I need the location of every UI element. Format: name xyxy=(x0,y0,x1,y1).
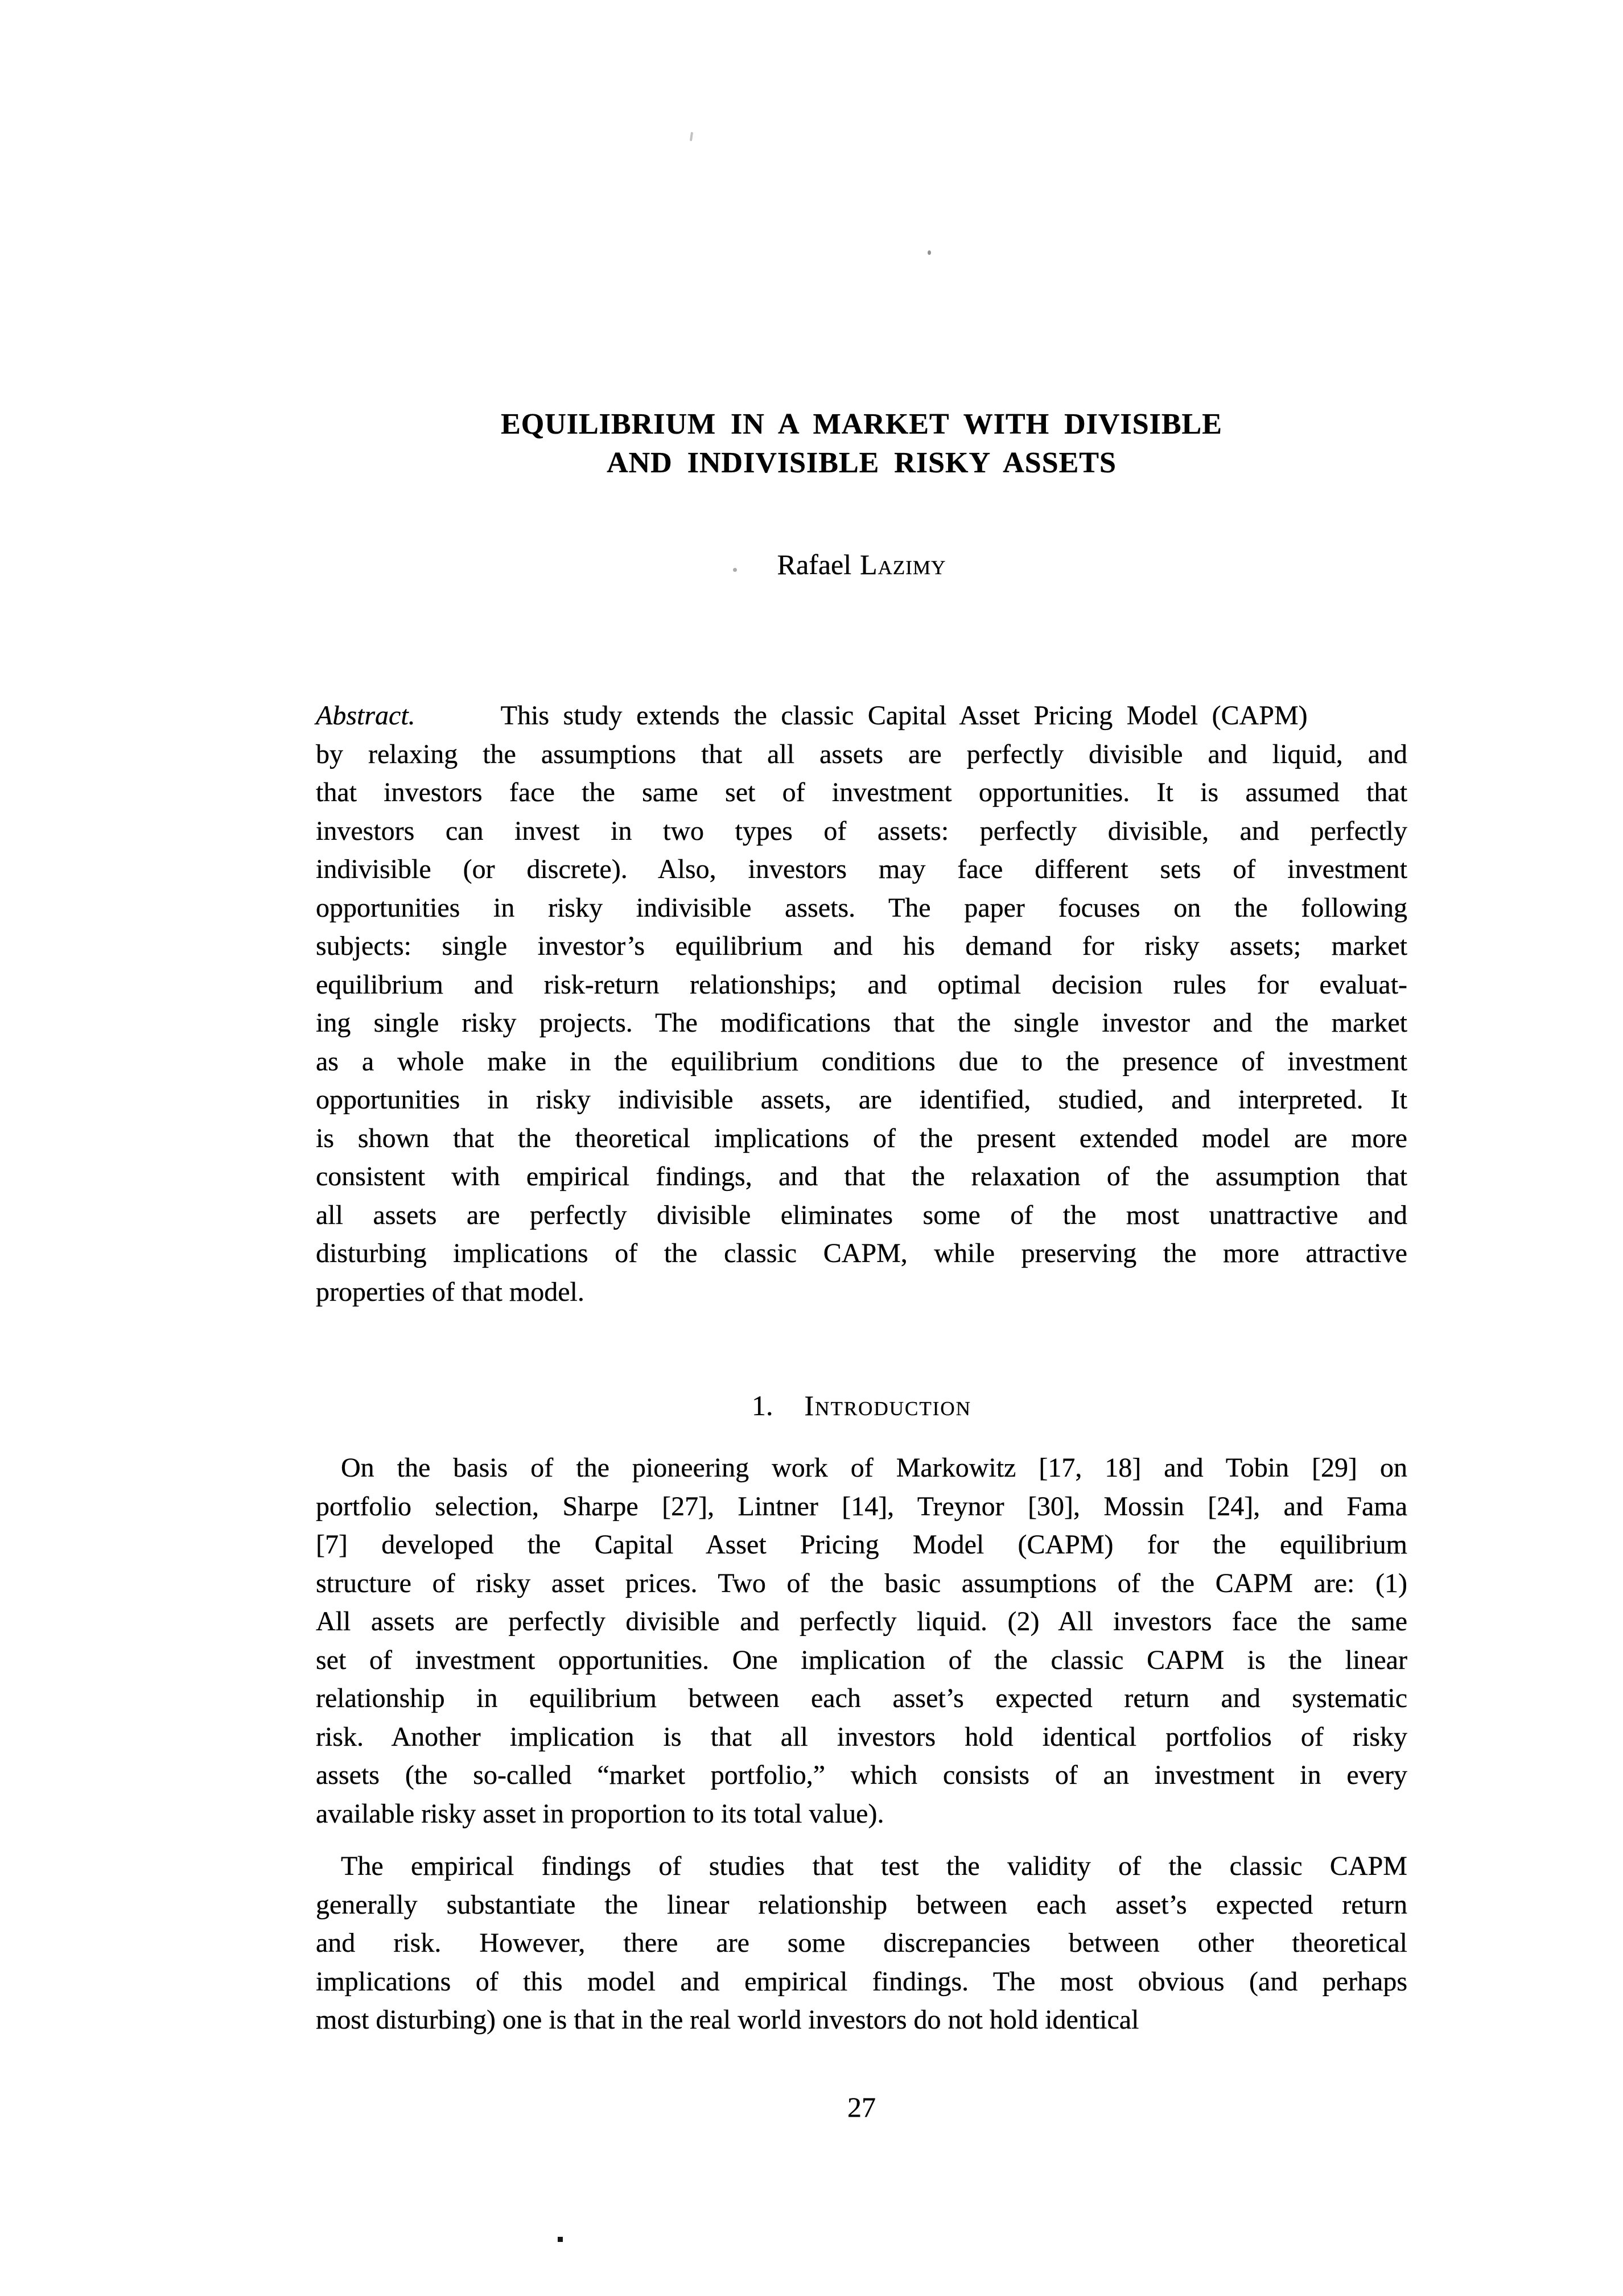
text-line: [7] developed the Capital Asset Pricing Model (CAPM) for the equilibrium xyxy=(316,1530,1407,1560)
text-line: most disturbing) one is that in the real world investors do not hold identical xyxy=(316,2005,1139,2035)
section-title: Introduction xyxy=(804,1390,971,1421)
text-line: risk. Another implication is that all investors hold identical portfolios of risky xyxy=(316,1721,1407,1752)
text-line: The empirical findings of studies that test the validity of the classic CAPM xyxy=(341,1851,1407,1881)
text-line: that investors face the same set of investment opportunities. It is assumed that xyxy=(316,777,1408,807)
paper-title-line-1: EQUILIBRIUM IN A MARKET WITH DIVISIBLE xyxy=(501,408,1222,440)
text-line: indivisible (or discrete). Also, investors may face different sets of investment xyxy=(316,854,1407,884)
text-line: subjects: single investor’s equilibrium and his demand for risky assets; market xyxy=(316,931,1407,961)
text-line: consistent with empirical findings, and that the relaxation of the assumption that xyxy=(316,1161,1407,1192)
text-line: investors can invest in two types of assets: perfectly divisible, and perfectly xyxy=(316,815,1408,846)
scan-artifact-dot xyxy=(690,132,693,141)
page-number: 27 xyxy=(847,2091,876,2123)
scan-artifact-dot xyxy=(928,250,931,255)
text-line: available risky asset in proportion to its total value). xyxy=(316,1798,884,1829)
author-byline xyxy=(316,547,1407,582)
abstract-first-line-text: This study extends the classic Capital Asset Pricing Model (CAPM) xyxy=(500,700,1308,731)
text-line: opportunities in risky indivisible assets. The paper focuses on the following xyxy=(316,892,1407,923)
text-line: as a whole make in the equilibrium conditions due to the presence of investment xyxy=(316,1046,1407,1077)
text-line: relationship in equilibrium between each asset’s expected return and systematic xyxy=(316,1683,1408,1713)
text-line: and risk. However, there are some discrepancies between other theoretical xyxy=(316,1928,1407,1958)
text-line: portfolio selection, Sharpe [27], Lintner [14], Treynor [30], Mossin [24], and Fama xyxy=(316,1491,1408,1522)
text-line: On the basis of the pioneering work of Markowitz [17, 18] and Tobin [29] on xyxy=(341,1453,1407,1483)
text-line: opportunities in risky indivisible assets, are identified, studied, and interpreted. It xyxy=(316,1085,1407,1115)
text-line: ing single risky projects. The modifications that the single investor and the market xyxy=(316,1008,1408,1038)
introduction-paragraph-1 xyxy=(316,1449,1407,1833)
text-line: All assets are perfectly divisible and perfectly liquid. (2) All investors face the same xyxy=(316,1606,1408,1637)
paper-title xyxy=(316,405,1407,483)
text-line: disturbing implications of the classic CAPM, while preserving the more attractive xyxy=(316,1238,1407,1268)
text-line: assets (the so-called “market portfolio,” which consists of an investment in every xyxy=(316,1760,1408,1790)
text-line: by relaxing the assumptions that all assets are perfectly divisible and liquid, and xyxy=(316,739,1408,769)
text-line: implications of this model and empirical findings. The most obvious (and perhaps xyxy=(316,1966,1408,1997)
text-line: equilibrium and risk-return relationships; and optimal decision rules for evaluat- xyxy=(316,969,1408,1000)
scan-artifact-dot xyxy=(558,2237,563,2242)
paper-title-line-2: AND INDIVISIBLE RISKY ASSETS xyxy=(607,447,1117,479)
text-line: set of investment opportunities. One implication of the classic CAPM is the linear xyxy=(316,1644,1407,1675)
abstract-block xyxy=(316,696,1407,1311)
text-line: properties of that model. xyxy=(316,1276,584,1307)
text-line: generally substantiate the linear relationship between each asset’s expected return xyxy=(316,1889,1408,1920)
introduction-paragraph-2 xyxy=(316,1847,1407,2039)
text-line: all assets are perfectly divisible eliminates some of the most unattractive and xyxy=(316,1199,1408,1230)
author-last-name: Lazimy xyxy=(860,549,946,580)
abstract-lines xyxy=(316,735,1407,1312)
text-line: is shown that the theoretical implications of the present extended model are more xyxy=(316,1123,1407,1153)
abstract-label: Abstract. xyxy=(316,700,415,731)
text-line: structure of risky asset prices. Two of the basic assumptions of the CAPM are: (1) xyxy=(316,1568,1408,1598)
abstract-first-line xyxy=(316,696,1407,735)
section-heading xyxy=(316,1388,1407,1423)
author-first-name: Rafael xyxy=(777,549,852,580)
section-number: 1. xyxy=(752,1390,773,1421)
